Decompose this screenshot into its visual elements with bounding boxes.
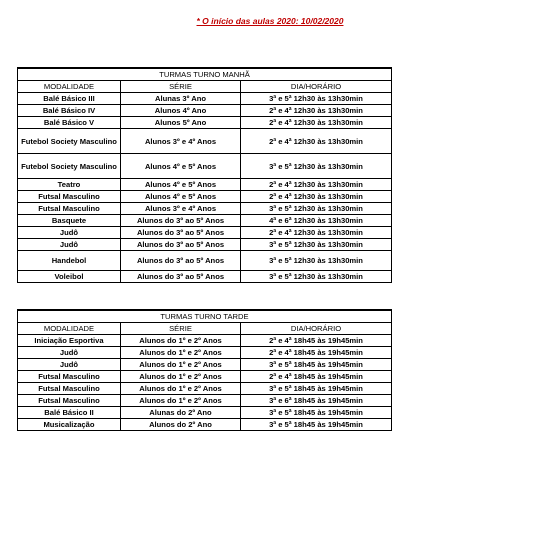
serie-cell: Alunas do 2º Ano — [121, 407, 241, 419]
table-row — [18, 371, 392, 383]
dia-horario-cell: 3ª e 6ª 18h45 às 19h45min — [241, 395, 392, 407]
modalidade-cell: Futsal Masculino — [18, 203, 121, 215]
table-row — [18, 191, 392, 203]
modalidade-cell: Balé Básico III — [18, 93, 121, 105]
table-row — [18, 347, 392, 359]
dia-horario-cell: 2ª e 4ª 18h45 às 19h45min — [241, 371, 392, 383]
column-header-serie: SÉRIE — [121, 323, 241, 335]
serie-cell: Alunos do 1º e 2º Anos — [121, 359, 241, 371]
dia-horario-cell: 2ª e 4ª 18h45 às 19h45min — [241, 335, 392, 347]
modalidade-cell: Basquete — [18, 215, 121, 227]
serie-cell: Alunos 4º e 5º Anos — [121, 179, 241, 191]
modalidade-cell: Futebol Society Masculino — [18, 154, 121, 179]
serie-cell: Alunos do 1º e 2º Anos — [121, 347, 241, 359]
dia-horario-cell: 3ª e 5ª 12h30 às 13h30min — [241, 93, 392, 105]
serie-cell: Alunos do 1º e 2º Anos — [121, 371, 241, 383]
serie-cell: Alunos do 3º ao 5º Anos — [121, 271, 241, 283]
dia-horario-cell: 2ª e 4ª 12h30 às 13h30min — [241, 179, 392, 191]
serie-cell: Alunos 3º e 4º Anos — [121, 129, 241, 154]
afternoon-schedule-table — [17, 309, 392, 431]
serie-cell: Alunos do 3º ao 5º Anos — [121, 215, 241, 227]
table-row — [18, 227, 392, 239]
serie-cell: Alunos do 3º ao 5º Anos — [121, 239, 241, 251]
serie-cell: Alunos do 3º ao 5º Anos — [121, 227, 241, 239]
modalidade-cell: Handebol — [18, 251, 121, 271]
table-row — [18, 105, 392, 117]
modalidade-cell: Balé Básico V — [18, 117, 121, 129]
modalidade-cell: Futsal Masculino — [18, 371, 121, 383]
dia-horario-cell: 2ª e 4ª 12h30 às 13h30min — [241, 117, 392, 129]
table-row — [18, 271, 392, 283]
modalidade-cell: Futsal Masculino — [18, 191, 121, 203]
table-row — [18, 251, 392, 271]
modalidade-cell: Futsal Masculino — [18, 395, 121, 407]
table-row — [18, 419, 392, 431]
modalidade-cell: Iniciação Esportiva — [18, 335, 121, 347]
modalidade-cell: Voleibol — [18, 271, 121, 283]
dia-horario-cell: 3ª e 5ª 18h45 às 19h45min — [241, 419, 392, 431]
serie-cell: Alunos 5º Ano — [121, 117, 241, 129]
serie-cell: Alunos 4º e 5º Anos — [121, 154, 241, 179]
dia-horario-cell: 2ª e 4ª 12h30 às 13h30min — [241, 191, 392, 203]
column-header-modalidade: MODALIDADE — [18, 323, 121, 335]
dia-horario-cell: 3ª e 5ª 18h45 às 19h45min — [241, 359, 392, 371]
modalidade-cell: Judô — [18, 347, 121, 359]
dia-horario-cell: 3ª e 5ª 18h45 às 19h45min — [241, 407, 392, 419]
serie-cell: Alunos do 2º Ano — [121, 419, 241, 431]
modalidade-cell: Judô — [18, 359, 121, 371]
dia-horario-cell: 2ª e 4ª 12h30 às 13h30min — [241, 129, 392, 154]
table-row — [18, 383, 392, 395]
table-row — [18, 93, 392, 105]
modalidade-cell: Balé Básico II — [18, 407, 121, 419]
serie-cell: Alunos 4º e 5º Anos — [121, 191, 241, 203]
serie-cell: Alunos do 1º e 2º Anos — [121, 395, 241, 407]
morning-table-title: TURMAS TURNO MANHÃ — [18, 68, 392, 81]
table-row — [18, 203, 392, 215]
column-header-modalidade: MODALIDADE — [18, 81, 121, 93]
table-row — [18, 215, 392, 227]
table-row — [18, 395, 392, 407]
afternoon-table-title: TURMAS TURNO TARDE — [18, 310, 392, 323]
start-date-notice: * O início das aulas 2020: 10/02/2020 — [196, 16, 344, 26]
morning-schedule-table — [17, 67, 392, 283]
dia-horario-cell: 4ª e 6ª 12h30 às 13h30min — [241, 215, 392, 227]
table-row — [18, 154, 392, 179]
serie-cell: Alunos 3º e 4º Anos — [121, 203, 241, 215]
table-row — [18, 407, 392, 419]
modalidade-cell: Futsal Masculino — [18, 383, 121, 395]
table-row — [18, 239, 392, 251]
modalidade-cell: Musicalização — [18, 419, 121, 431]
modalidade-cell: Futebol Society Masculino — [18, 129, 121, 154]
modalidade-cell: Teatro — [18, 179, 121, 191]
modalidade-cell: Judô — [18, 227, 121, 239]
dia-horario-cell: 3ª e 5ª 18h45 às 19h45min — [241, 383, 392, 395]
table-row — [18, 359, 392, 371]
dia-horario-cell: 2ª e 4ª 12h30 às 13h30min — [241, 105, 392, 117]
serie-cell: Alunos 4º Ano — [121, 105, 241, 117]
dia-horario-cell: 2ª e 4ª 12h30 às 13h30min — [241, 227, 392, 239]
column-header-serie: SÉRIE — [121, 81, 241, 93]
dia-horario-cell: 3ª e 5ª 12h30 às 13h30min — [241, 271, 392, 283]
serie-cell: Alunos do 1º e 2º Anos — [121, 383, 241, 395]
dia-horario-cell: 2ª e 4ª 18h45 às 19h45min — [241, 347, 392, 359]
table-row — [18, 129, 392, 154]
dia-horario-cell: 3ª e 5ª 12h30 às 13h30min — [241, 154, 392, 179]
serie-cell: Alunos do 3º ao 5º Anos — [121, 251, 241, 271]
serie-cell: Alunos do 1º e 2º Anos — [121, 335, 241, 347]
table-row — [18, 117, 392, 129]
column-header-dia-horario: DIA/HORÁRIO — [241, 323, 392, 335]
modalidade-cell: Balé Básico IV — [18, 105, 121, 117]
modalidade-cell: Judô — [18, 239, 121, 251]
table-row — [18, 179, 392, 191]
table-row — [18, 335, 392, 347]
dia-horario-cell: 3ª e 5ª 12h30 às 13h30min — [241, 203, 392, 215]
dia-horario-cell: 3ª e 5ª 12h30 às 13h30min — [241, 251, 392, 271]
dia-horario-cell: 3ª e 5ª 12h30 às 13h30min — [241, 239, 392, 251]
serie-cell: Alunas 3º Ano — [121, 93, 241, 105]
column-header-dia-horario: DIA/HORÁRIO — [241, 81, 392, 93]
